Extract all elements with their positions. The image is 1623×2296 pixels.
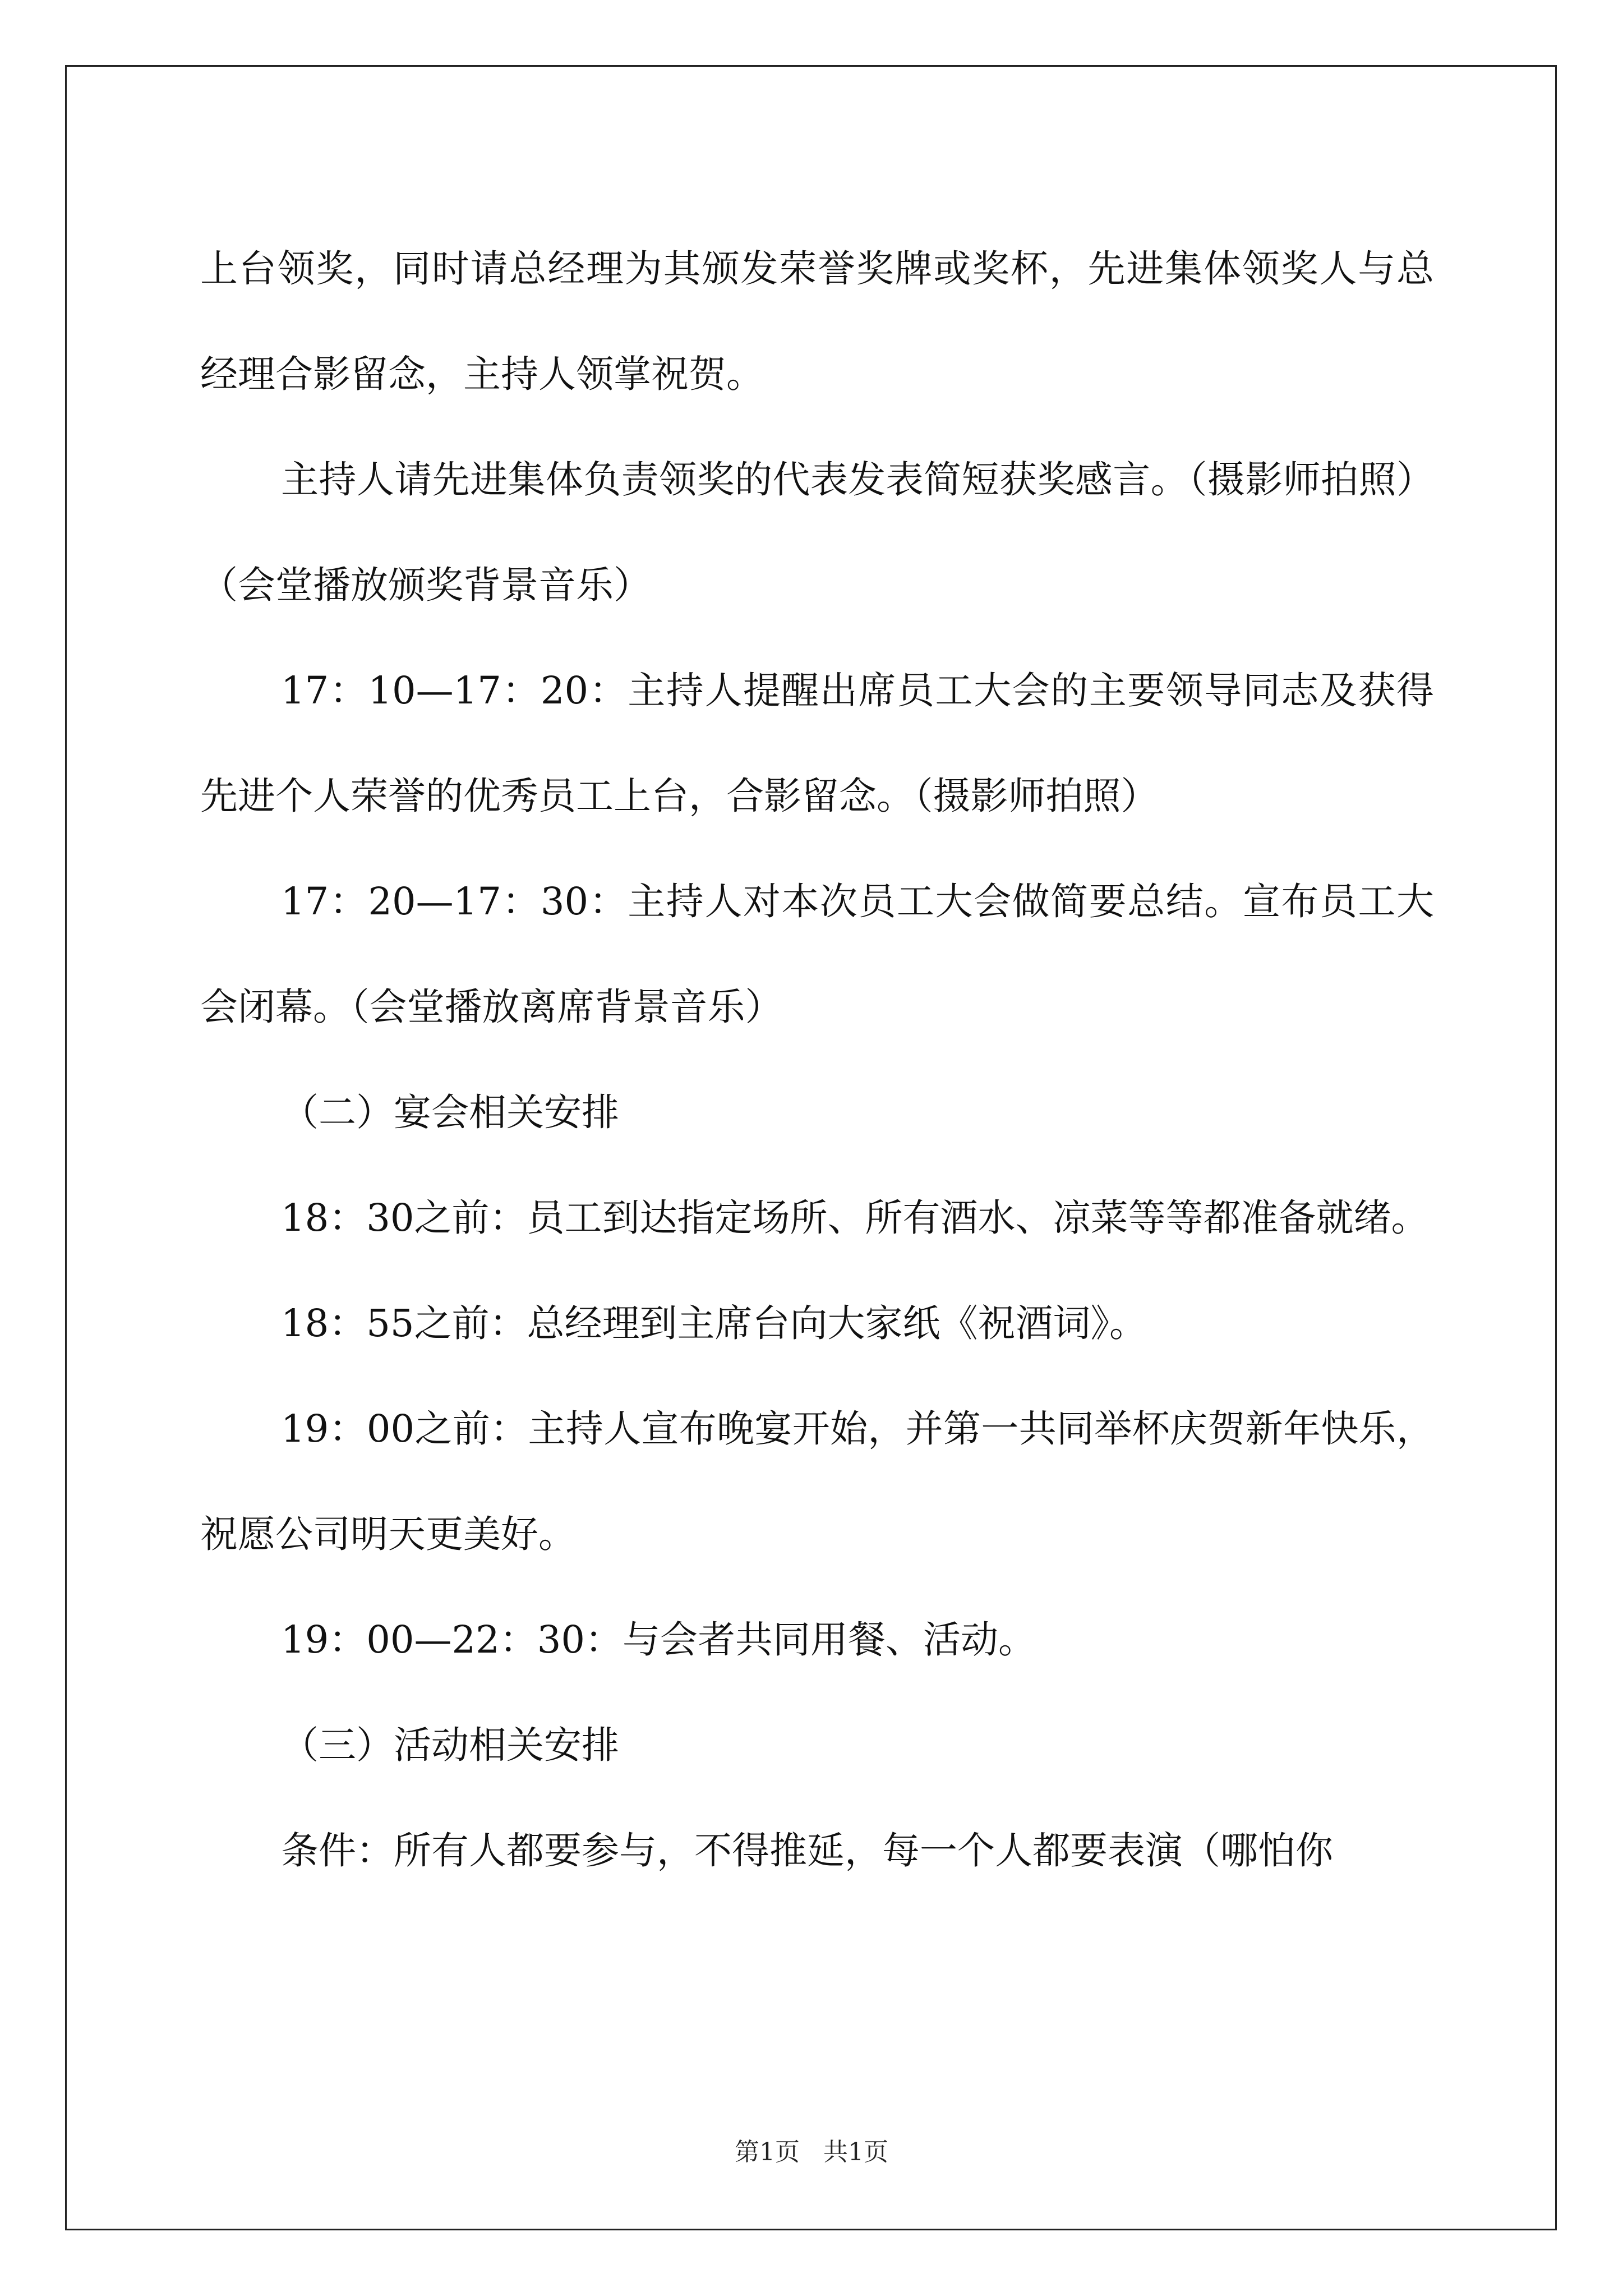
paragraph-6: 18：30之前：员工到达指定场所、所有酒水、凉菜等等都准备就绪。: [281, 1196, 1429, 1240]
paragraph-11: 条件：所有人都要参与，不得推延，每一个人都要表演（哪怕你: [281, 1829, 1333, 1872]
paragraph-7: 18：55之前：总经理到主席台向大家纸《祝酒词》。: [281, 1301, 1147, 1345]
paragraph-3: 17：10—17：20：主持人提醒出席员工大会的主要领导同志及获得先进个人荣誉的优秀员工上台，合影留念。（摄影师拍照）: [200, 669, 1434, 818]
page-footer: 第1页 共1页: [735, 2138, 888, 2166]
section-heading-activities: （三）活动相关安排: [281, 1723, 619, 1767]
paragraph-4: 17：20—17：30：主持人对本次员工大会做简要总结。宣布员工大会闭幕。（会堂播放离席背景音乐）: [200, 880, 1434, 1029]
document-body: [200, 216, 1434, 1903]
section-heading-banquet: （二）宴会相关安排: [281, 1091, 619, 1134]
paragraph-1: 上台领奖，同时请总经理为其颁发荣誉奖牌或奖杯，先进集体领奖人与总经理合影留念，主持人领掌祝贺。: [200, 247, 1434, 396]
paragraph-8: 19：00之前：主持人宣布晚宴开始，并第一共同举杯庆贺新年快乐，祝愿公司明天更美好。: [200, 1407, 1434, 1556]
paragraph-9: 19：00—22：30：与会者共同用餐、活动。: [281, 1618, 1036, 1662]
paragraph-2: 主持人请先进集体负责领奖的代表发表简短获奖感言。（摄影师拍照）（会堂播放颁奖背景音乐）: [200, 458, 1434, 607]
